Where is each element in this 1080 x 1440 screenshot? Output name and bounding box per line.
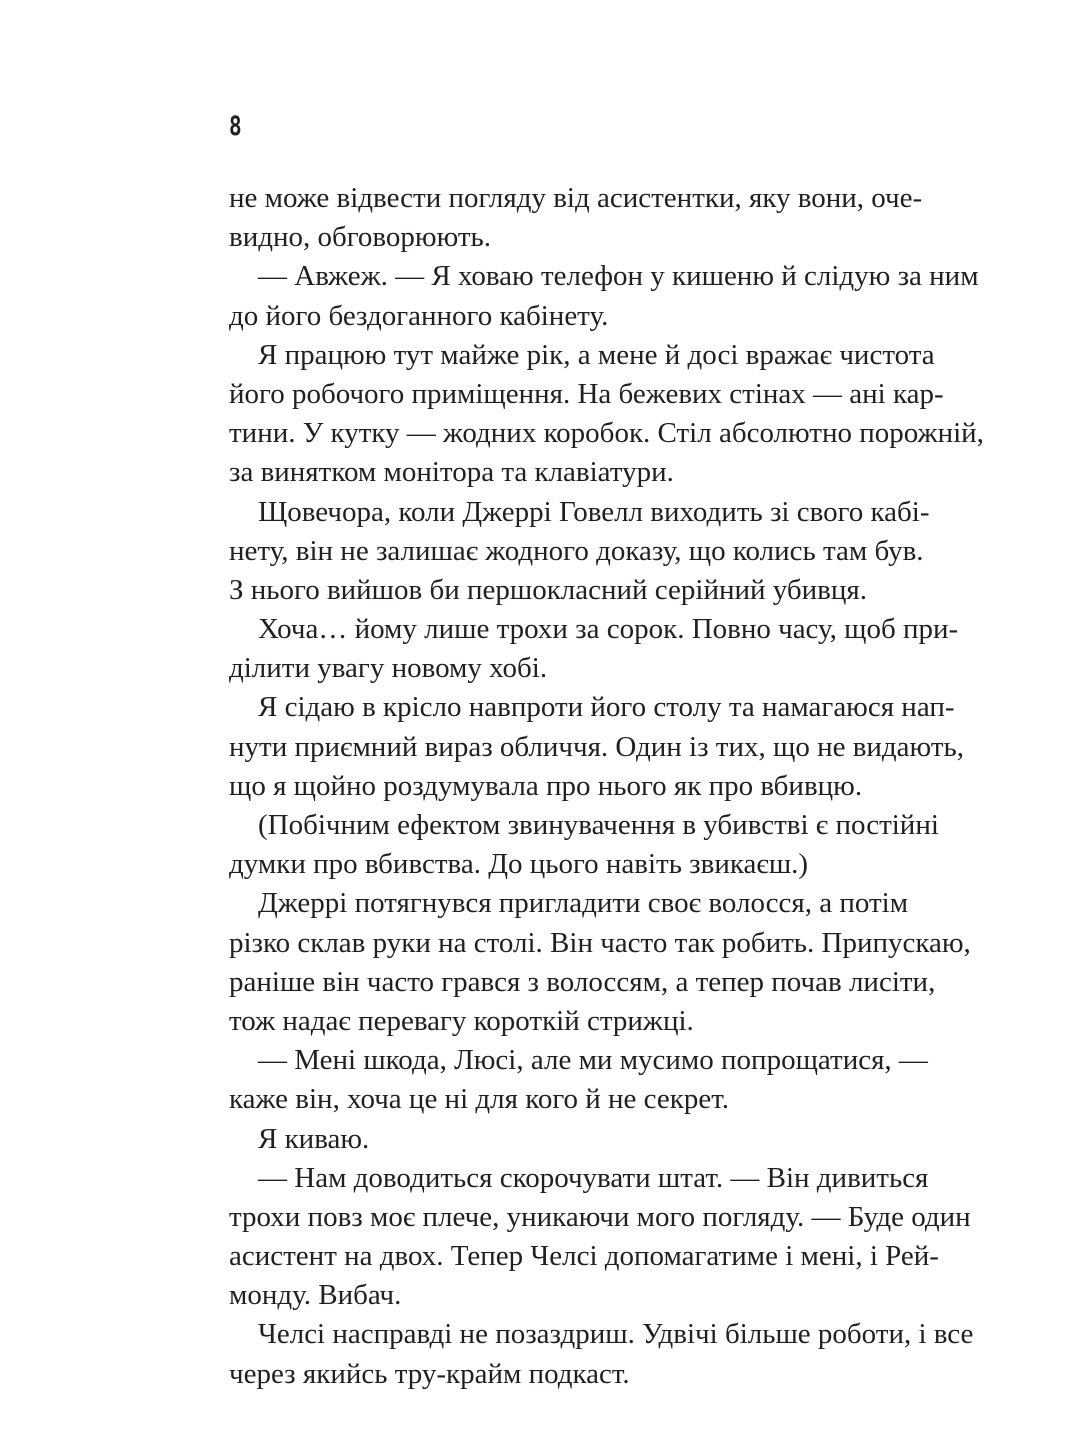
text-line: З нього вийшов би першокласний серійний убивця.: [229, 573, 867, 606]
text-line: Челсі насправді не позаздриш. Удвічі більше роботи, і все: [258, 1318, 974, 1351]
text-line: Я сідаю в крісло навпроти його столу та намагаюся нап-: [258, 691, 955, 724]
body-text: [229, 179, 984, 1394]
text-line: — Мені шкода, Люсі, але ми мусимо попрощатися, —: [258, 1044, 928, 1077]
text-line: — Нам доводиться скорочувати штат. — Він дивиться: [258, 1161, 929, 1194]
text-line: нету, він не залишає жодного доказу, що колись там був.: [229, 534, 924, 567]
text-line: до його бездоганного кабінету.: [229, 299, 609, 332]
text-line: Джеррі потягнувся пригладити своє волосся, а потім: [258, 887, 909, 920]
text-line: різко склав руки на столі. Він часто так робить. Припускаю,: [229, 926, 971, 959]
text-line: асистент на двох. Тепер Челсі допомагатиме і мені, і Рей-: [229, 1240, 939, 1273]
text-line: Я киваю.: [258, 1122, 370, 1155]
text-line: монду. Вибач.: [229, 1279, 402, 1312]
text-line: тож надає перевагу короткій стрижці.: [229, 1004, 694, 1037]
page-number: 8: [229, 111, 242, 142]
text-line: за винятком монітора та клавіатури.: [229, 456, 674, 489]
text-line: думки про вбивства. До цього навіть звикаєш.): [229, 848, 809, 881]
text-line: тини. У кутку — жодних коробок. Стіл абсолютно порожній,: [229, 417, 984, 450]
text-line: що я щойно роздумувала про нього як про вбивцю.: [229, 769, 863, 802]
text-line: Я працюю тут майже рік, а мене й досі вражає чистота: [258, 338, 935, 371]
text-line: раніше він часто грався з волоссям, а тепер почав лисіти,: [229, 965, 936, 998]
text-line: Щовечора, коли Джеррі Говелл виходить зі свого кабі-: [258, 495, 930, 528]
text-line: трохи повз моє плече, уникаючи мого погляду. — Буде один: [229, 1200, 971, 1233]
text-line: нути приємний вираз обличчя. Один із тих, що не видають,: [229, 730, 964, 763]
text-line: видно, обговорюють.: [229, 221, 492, 254]
text-line: — Авжеж. — Я ховаю телефон у кишеню й слідую за ним: [258, 260, 979, 293]
text-line: його робочого приміщення. На бежевих стінах — ані кар-: [229, 377, 944, 410]
text-line: не може відвести погляду від асистентки, яку вони, оче-: [229, 182, 923, 214]
text-line: ділити увагу новому хобі.: [229, 652, 548, 685]
text-line: каже він, хоча це ні для кого й не секрет.: [229, 1083, 729, 1116]
text-line: Хоча… йому лише трохи за сорок. Повно часу, щоб при-: [258, 613, 959, 646]
text-line: (Побічним ефектом звинувачення в убивстві є постійні: [258, 809, 939, 841]
text-line: через якийсь тру-крайм подкаст.: [229, 1357, 630, 1390]
